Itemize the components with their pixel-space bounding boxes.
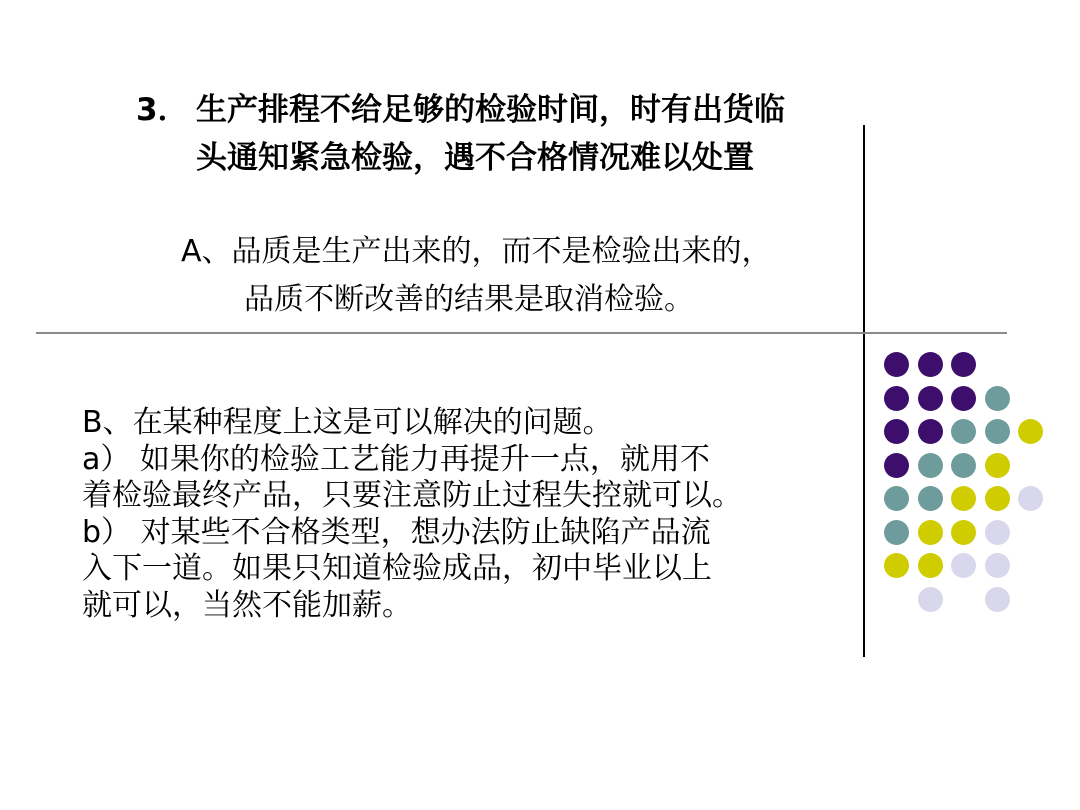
decorative-dot [918,486,943,511]
decorative-dot [884,352,909,377]
decorative-dot [985,587,1010,612]
decorative-dot [918,453,943,478]
body-line: a） 如果你的检验工艺能力再提升一点，就用不 [82,441,710,477]
decorative-dot [918,419,943,444]
decorative-dot [985,486,1010,511]
decorative-dot [951,520,976,545]
decorative-dot [985,453,1010,478]
point-a [181,228,772,324]
decorative-dot [951,352,976,377]
decorative-dot [918,587,943,612]
decorative-dot [1018,486,1043,511]
decorative-dot [951,386,976,411]
point-a-line-2: 品质不断改善的结果是取消检验。 [244,282,694,317]
slide-title [136,86,785,182]
decorative-dot [951,419,976,444]
decorative-dot [951,486,976,511]
body-text [82,405,742,624]
title-number: 3． [136,92,189,128]
decorative-dot [951,453,976,478]
point-a-line-1: A、品质是生产出来的，而不是检验出来的， [181,234,772,269]
decorative-dot [918,386,943,411]
decorative-dot [884,453,909,478]
decorative-dot [918,352,943,377]
title-line-1 [136,86,785,134]
decorative-dot [985,553,1010,578]
decorative-dot [884,486,909,511]
decorative-dot [985,386,1010,411]
decorative-dot [918,520,943,545]
decorative-dot [884,520,909,545]
title-line-1-text: 生产排程不给足够的检验时间，时有出货临 [196,92,785,128]
decorative-dot [951,553,976,578]
vertical-divider [863,125,865,657]
body-line: b） 对某些不合格类型，想办法防止缺陷产品流 [82,514,711,550]
body-line: 入下一道。如果只知道检验成品，初中毕业以上 [82,551,712,586]
decorative-dot [1018,419,1043,444]
decorative-dot [985,419,1010,444]
decorative-dot [884,386,909,411]
horizontal-divider [36,332,1007,334]
body-line: 着检验最终产品，只要注意防止过程失控就可以。 [82,478,742,513]
body-line: B、在某种程度上这是可以解决的问题。 [82,405,613,440]
title-line-2: 头通知紧急检验，遇不合格情况难以处置 [196,140,754,176]
decorative-dot [884,419,909,444]
decorative-dot [985,520,1010,545]
body-line: 就可以，当然不能加薪。 [82,587,412,623]
decorative-dot [918,553,943,578]
decorative-dot [884,553,909,578]
